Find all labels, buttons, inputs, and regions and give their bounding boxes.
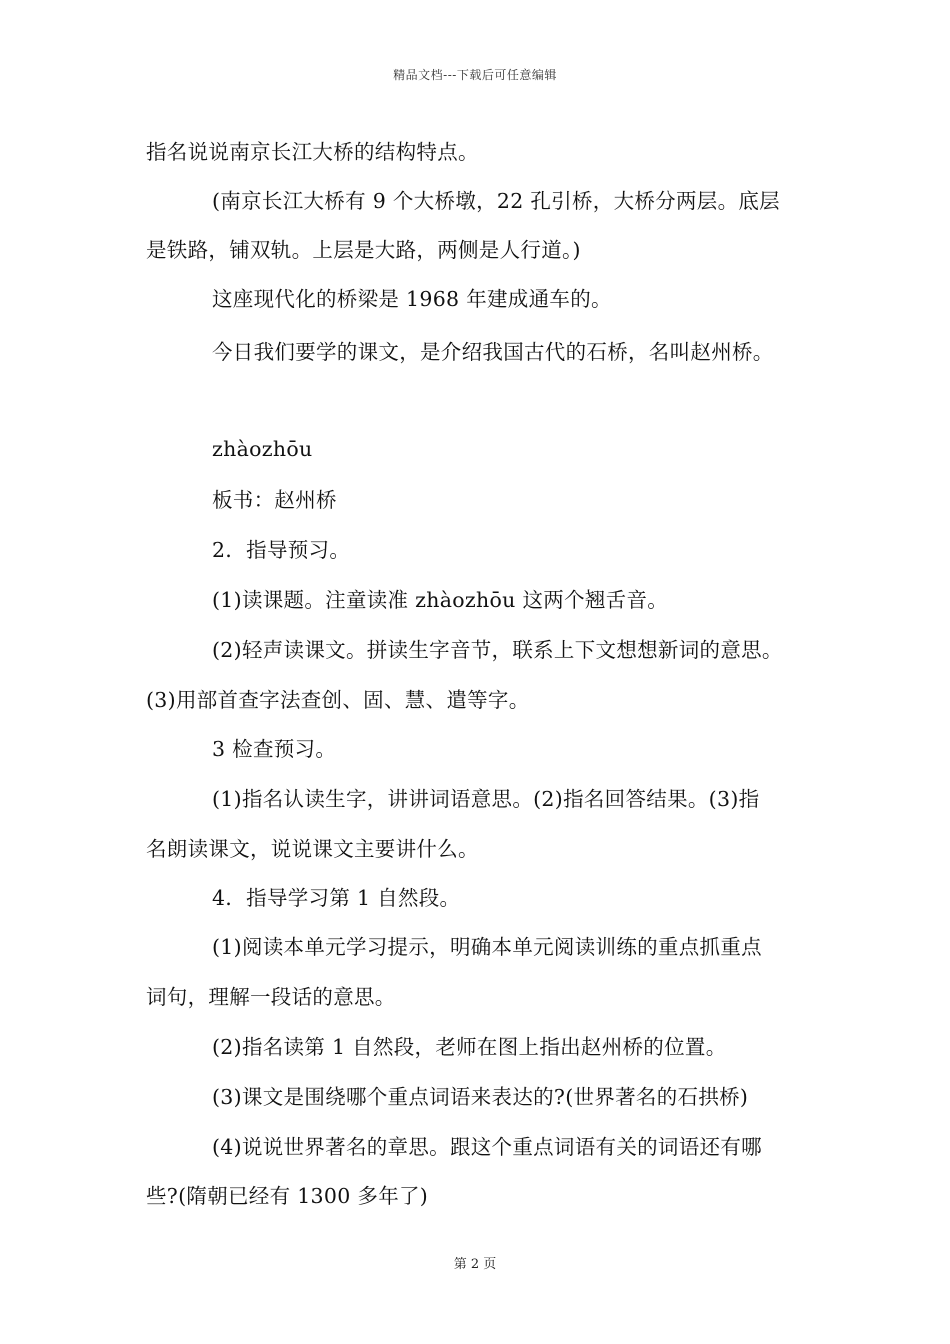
text-line-20: (4)说说世界著名的章思。跟这个重点词语有关的词语还有哪: [212, 1135, 762, 1159]
page-header: 精品文档---下载后可任意编辑: [393, 68, 557, 82]
text-line-16: (1)阅读本单元学习提示，明确本单元阅读训练的重点抓重点: [212, 935, 762, 959]
pinyin-line: zhàozhōu: [212, 437, 313, 461]
text-line-2: (南京长江大桥有 9 个大桥墩，22 孔引桥，大桥分两层。底层: [212, 189, 780, 213]
text-line-10: (2)轻声读课文。拼读生字音节，联系上下文想想新词的意思。: [212, 638, 783, 662]
text-line-15: 4．指导学习第 1 自然段。: [212, 886, 461, 910]
text-line-14: 名朗读课文，说说课文主要讲什么。: [146, 837, 479, 861]
text-line-12: 3 检查预习。: [212, 737, 337, 761]
text-line-18: (2)指名读第 1 自然段，老师在图上指出赵州桥的位置。: [212, 1035, 727, 1059]
text-line-9: (1)读课题。注童读准 zhàozhōu 这两个翘舌音。: [212, 588, 669, 612]
page-number: 第 2 页: [453, 1257, 497, 1272]
text-line-21: 些?(隋朝已经有 1300 多年了): [146, 1184, 429, 1208]
text-line-19: (3)课文是围绕哪个重点词语来表达的?(世界著名的石拱桥): [212, 1085, 749, 1109]
text-line-4: 这座现代化的桥梁是 1968 年建成通车的。: [212, 287, 612, 311]
text-line-13: (1)指名认读生字，讲讲词语意思。(2)指名回答结果。(3)指: [212, 787, 760, 811]
text-line-8: 2．指导预习。: [212, 538, 351, 562]
text-line-3: 是铁路，铺双轨。上层是大路，两侧是人行道。): [146, 238, 581, 262]
text-line-1: 指名说说南京长江大桥的结构特点。: [146, 140, 479, 164]
text-line-17: 词句，理解一段话的意思。: [146, 985, 396, 1009]
text-line-11: (3)用部首查字法查创、固、慧、遣等字。: [146, 688, 530, 712]
text-line-7: 板书：赵州桥: [212, 488, 337, 512]
text-line-5: 今日我们要学的课文，是介绍我国古代的石桥，名叫赵州桥。: [212, 340, 774, 364]
